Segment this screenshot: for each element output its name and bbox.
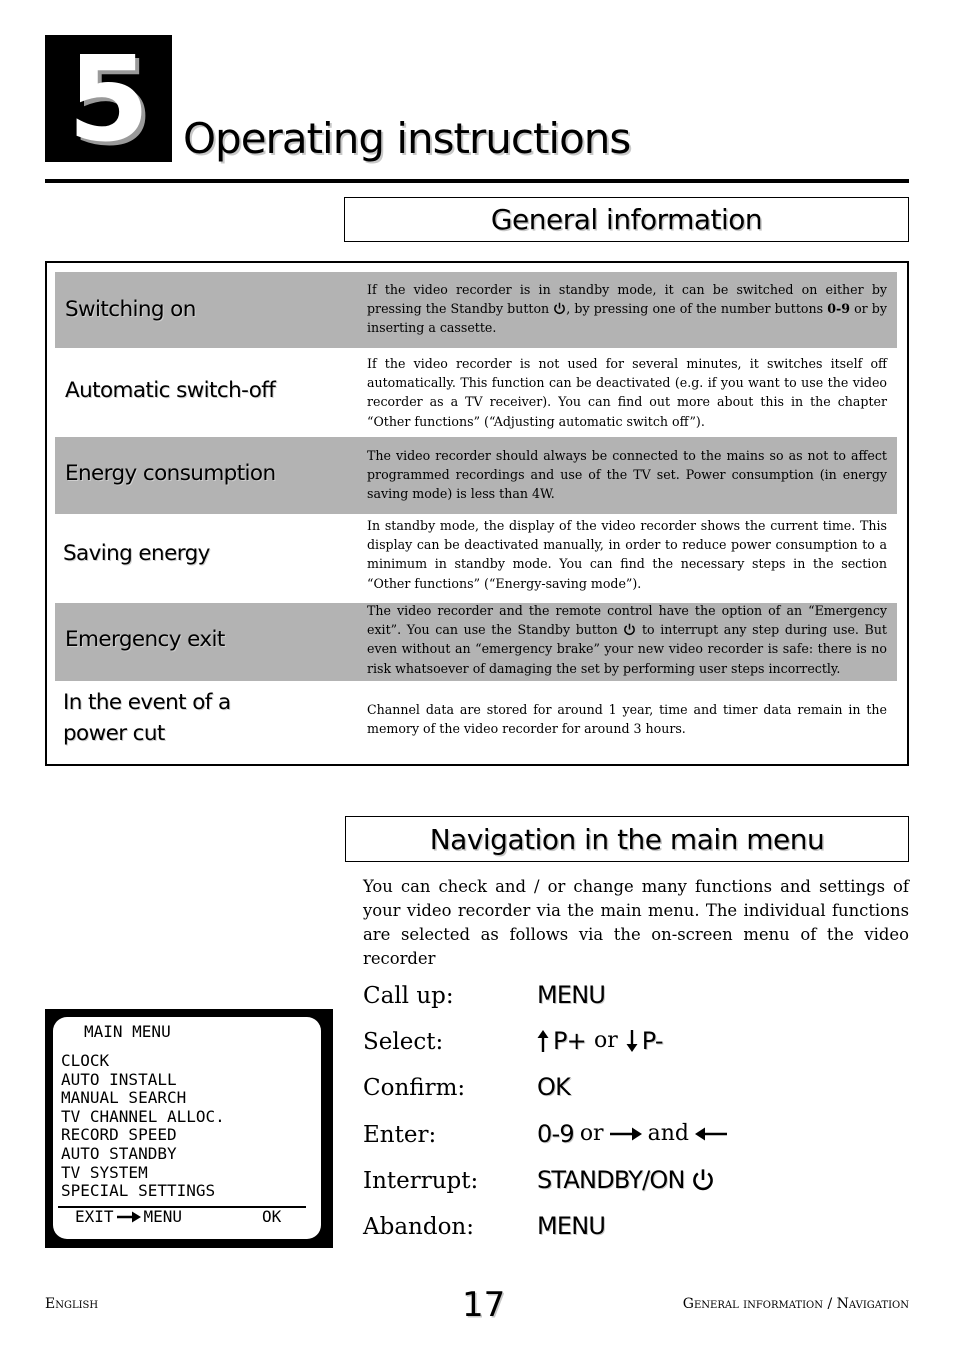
info-text: If the video recorder is not used for several minutes, it switches itself off automatically. This function can be deactivated (e.g. if you want to use the video recorder as a TV receiver). You can find out more about this in the chapter “Other functions” (“Adjusting automatic switch off”). [367,356,887,429]
info-label: Automatic switch-off [65,378,276,403]
arrow-down-icon [626,1030,638,1052]
menu-key: MENU [537,1212,606,1240]
p-plus-key: P+ [553,1027,586,1055]
chapter-number: 5 [67,29,150,168]
info-label: Saving energy [63,541,210,566]
connector-or: or [593,1028,618,1053]
key-label-call-up: Call up: [363,983,454,1009]
arrow-left-icon [695,1127,727,1141]
osd-menu-item: SPECIAL SETTINGS [61,1181,216,1201]
p-minus-key: P- [641,1027,663,1055]
osd-menu-item: RECORD SPEED [61,1125,177,1145]
osd-exit-label: EXIT [75,1207,114,1226]
standby-icon [623,623,636,636]
osd-exit-hint [75,1208,182,1227]
connector-or: or [579,1121,604,1146]
osd-menu-item: TV SYSTEM [61,1162,148,1182]
key-label-enter: Enter: [363,1122,437,1148]
chapter-divider [45,179,909,183]
info-text: If the video recorder is in standby mode, it can be switched on either by pressing the Standby button , by pressing one of the number buttons 0-9 or by inserting a cassette. [367,282,887,336]
info-label: Switching on [65,297,196,322]
osd-menu-item: MANUAL SEARCH [61,1088,187,1108]
osd-menu-item: AUTO INSTALL [61,1069,177,1089]
arrow-right-icon [117,1211,141,1223]
arrow-right-icon [610,1127,642,1141]
osd-exit-value: MENU [143,1207,183,1226]
key-label-confirm: Confirm: [363,1075,466,1101]
osd-title: MAIN MENU [84,1022,171,1041]
connector-and: and [647,1121,689,1146]
osd-ok-hint: OK [262,1207,282,1226]
osd-menu-item: CLOCK [61,1051,110,1070]
arrow-up-icon [537,1030,549,1052]
general-information-heading: General information [344,197,909,242]
navigation-intro: You can check and / or change many functions and settings of your video recorder via the main menu. The individual functions are selected as follows via the on-screen menu of the video recorder [363,877,909,968]
ok-key: OK [537,1073,571,1101]
info-row-switching-on [55,272,897,348]
info-label: Energy consumption [65,461,276,486]
navigation-heading: Navigation in the main menu [345,816,909,862]
key-label-interrupt: Interrupt: [363,1168,479,1194]
standby-on-key: STANDBY/ON [537,1166,685,1194]
info-row-emergency-exit [55,603,897,681]
key-value-select [537,1029,663,1053]
info-text: Channel data are stored for around 1 year, time and timer data remain in the memory of the video recorder for around 3 hours. [367,702,887,737]
info-row-automatic-switch-off [55,348,897,434]
number-keys: 0-9 [537,1120,574,1148]
info-row-energy-consumption [55,437,897,514]
standby-icon [553,302,566,315]
info-text: In standby mode, the display of the video recorder shows the current time. This display can be deactivated manually, in order to reduce power consumption to a minimum in standby mode. You can find the necessary steps in the section “Other functions” (“Energy-saving mode”). [367,518,887,591]
info-label: Emergency exit [65,627,225,652]
key-value-confirm [537,1075,570,1099]
footer-section: General information / Navigation [682,1296,909,1312]
osd-menu-item: AUTO STANDBY [61,1143,177,1163]
key-value-abandon [537,1214,605,1238]
footer-language: English [45,1296,99,1312]
info-text: The video recorder should always be connected to the mains so as not to affect programmed recordings and use of the TV set. Power consumption (in energy saving mode) is less than 4W. [367,448,887,502]
chapter-title: Operating instructions [183,114,631,163]
osd-menu-item: TV CHANNEL ALLOC. [61,1106,225,1126]
key-label-select: Select: [363,1029,444,1055]
key-label-abandon: Abandon: [363,1214,474,1240]
info-text: The video recorder and the remote control have the option of an “Emergency exit”. You can use the Standby button to interrupt any step during use. But even without an “emergency brake” your new video recorder is safe: there is no risk whatsoever of damaging the set by performing user steps incorrectly. [367,603,887,676]
page-number: 17 [462,1285,506,1325]
standby-icon [691,1168,715,1192]
key-value-interrupt [537,1168,715,1192]
key-value-call-up [537,983,605,1007]
osd-menu-list [61,1052,225,1201]
info-row-saving-energy [55,514,897,602]
info-row-power-cut [55,681,897,761]
menu-key: MENU [537,981,606,1009]
key-value-enter [537,1122,727,1146]
info-label: In the event of a power cut [63,690,231,746]
